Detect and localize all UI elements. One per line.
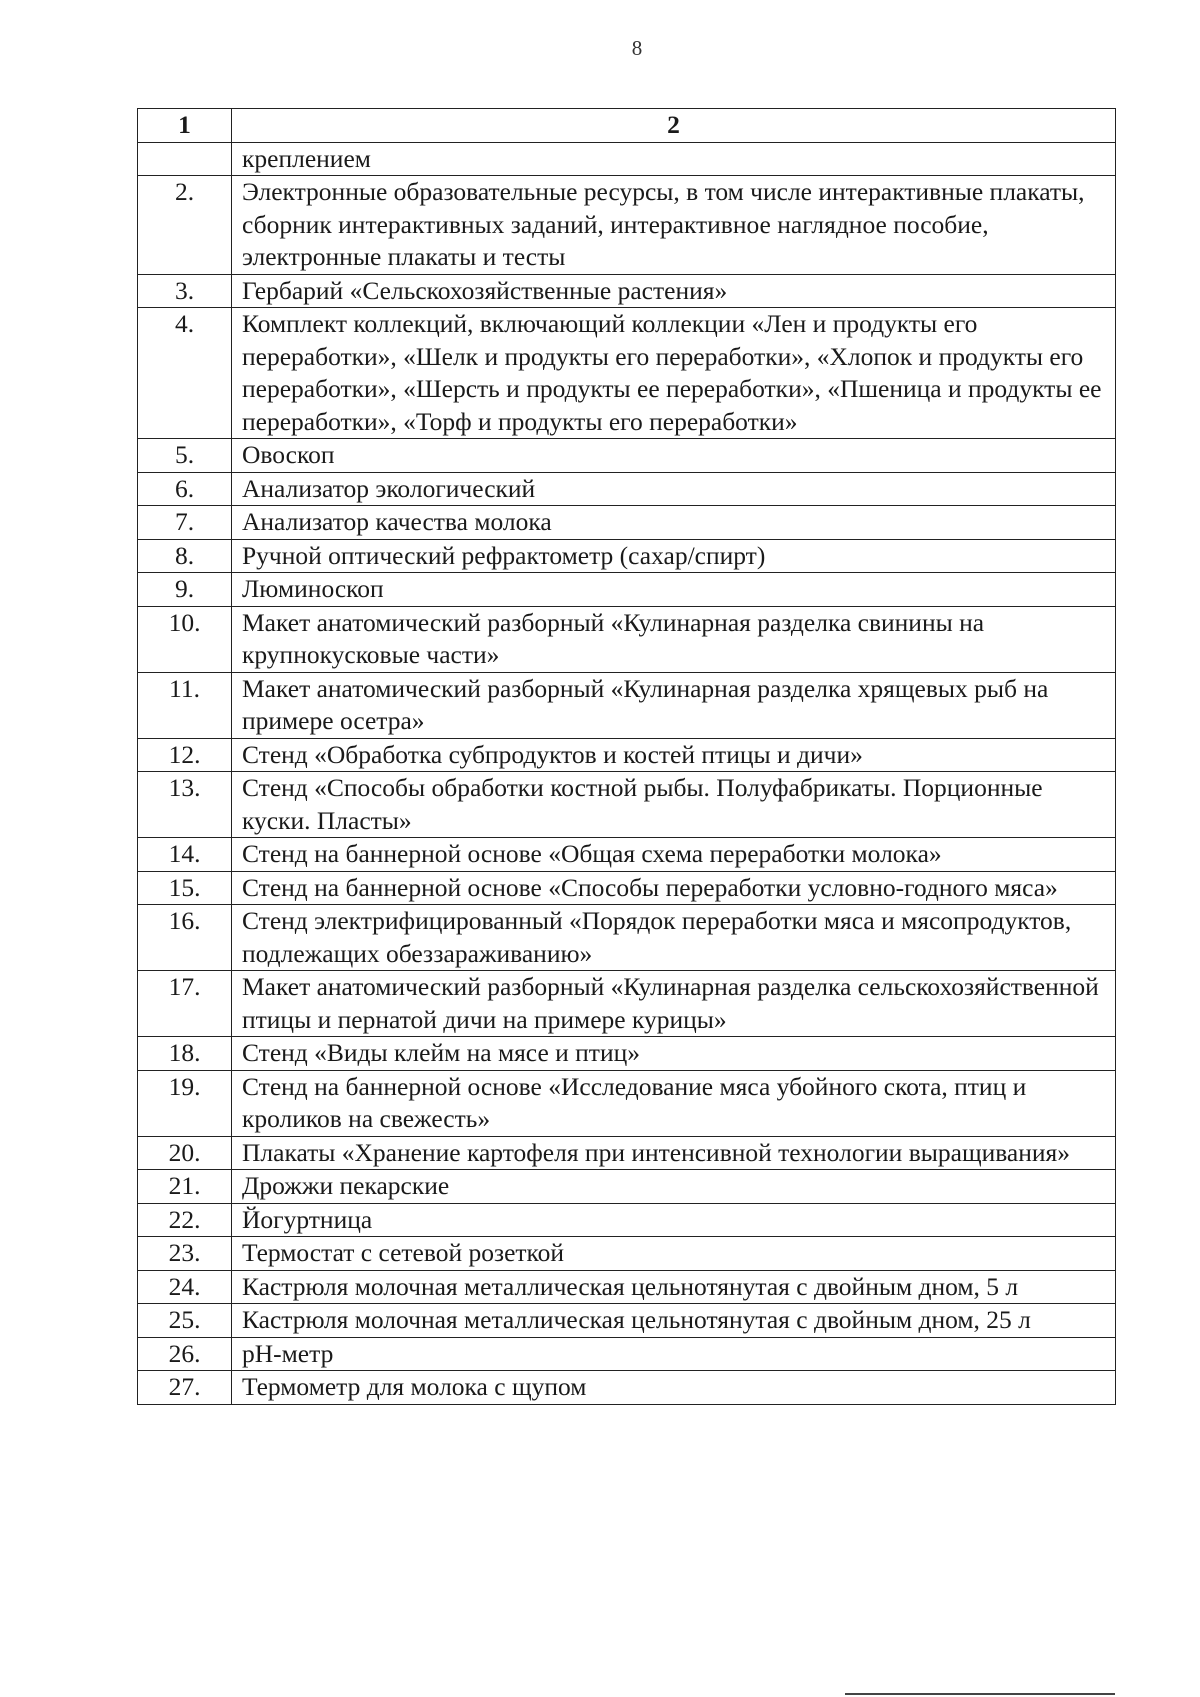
row-number: 9. xyxy=(138,573,232,607)
row-number: 15. xyxy=(138,871,232,905)
table-row xyxy=(138,838,1116,872)
row-number: 6. xyxy=(138,472,232,506)
table-row xyxy=(138,308,1116,439)
page-number: 8 xyxy=(631,36,643,60)
header-row xyxy=(138,109,1116,143)
row-number: 25. xyxy=(138,1304,232,1338)
table-row xyxy=(138,439,1116,473)
table-row xyxy=(138,672,1116,738)
row-item-name: Люминоскоп xyxy=(232,573,1116,607)
table-row xyxy=(138,1203,1116,1237)
row-item-name: Дрожжи пекарские xyxy=(232,1170,1116,1204)
table-row xyxy=(138,772,1116,838)
row-item-name: Макет анатомический разборный «Кулинарная разделка хрящевых рыб на примере осетра» xyxy=(232,672,1116,738)
table-row xyxy=(138,1337,1116,1371)
row-item-name: Анализатор качества молока xyxy=(232,506,1116,540)
table-row xyxy=(138,274,1116,308)
row-item-name: Стенд на баннерной основе «Общая схема переработки молока» xyxy=(232,838,1116,872)
row-item-name: Кастрюля молочная металлическая цельнотянутая с двойным дном, 25 л xyxy=(232,1304,1116,1338)
row-item-name: Термометр для молока с щупом xyxy=(232,1371,1116,1405)
row-item-name: Макет анатомический разборный «Кулинарная разделка свинины на крупнокусковые части» xyxy=(232,606,1116,672)
table-row xyxy=(138,1270,1116,1304)
table-row xyxy=(138,1237,1116,1271)
row-item-name: Стенд «Обработка субпродуктов и костей птицы и дичи» xyxy=(232,738,1116,772)
row-item-name: Стенд «Виды клейм на мясе и птиц» xyxy=(232,1037,1116,1071)
row-number: 11. xyxy=(138,672,232,738)
row-item-name: Стенд на баннерной основе «Способы переработки условно-годного мяса» xyxy=(232,871,1116,905)
row-number: 21. xyxy=(138,1170,232,1204)
row-item-name: креплением xyxy=(232,142,1116,176)
column-header-number: 1 xyxy=(138,109,232,143)
row-number: 2. xyxy=(138,176,232,275)
table-header xyxy=(138,109,1116,143)
table-row xyxy=(138,573,1116,607)
row-item-name: Стенд на баннерной основе «Исследование мяса убойного скота, птиц и кроликов на свежесть» xyxy=(232,1070,1116,1136)
row-item-name: Кастрюля молочная металлическая цельнотянутая с двойным дном, 5 л xyxy=(232,1270,1116,1304)
table-row xyxy=(138,1170,1116,1204)
row-number: 23. xyxy=(138,1237,232,1271)
table-row xyxy=(138,1037,1116,1071)
row-number: 26. xyxy=(138,1337,232,1371)
table-row xyxy=(138,142,1116,176)
row-number: 12. xyxy=(138,738,232,772)
row-number: 16. xyxy=(138,905,232,971)
row-item-name: pH-метр xyxy=(232,1337,1116,1371)
table-body xyxy=(138,142,1116,1404)
equipment-table xyxy=(137,108,1116,1405)
table-row xyxy=(138,1371,1116,1405)
row-item-name: Стенд «Способы обработки костной рыбы. Полуфабрикаты. Порционные куски. Пласты» xyxy=(232,772,1116,838)
table-row xyxy=(138,738,1116,772)
row-item-name: Электронные образовательные ресурсы, в том числе интерактивные плакаты, сборник интерактивных заданий, интерактивное наглядное пособие, электронные плакаты и тесты xyxy=(232,176,1116,275)
table-row xyxy=(138,539,1116,573)
row-number: 17. xyxy=(138,971,232,1037)
row-number: 14. xyxy=(138,838,232,872)
row-item-name: Ручной оптический рефрактометр (сахар/спирт) xyxy=(232,539,1116,573)
row-number: 19. xyxy=(138,1070,232,1136)
row-number: 7. xyxy=(138,506,232,540)
table-row xyxy=(138,606,1116,672)
row-number xyxy=(138,142,232,176)
table-row xyxy=(138,971,1116,1037)
table-row xyxy=(138,871,1116,905)
table-row xyxy=(138,472,1116,506)
row-number: 3. xyxy=(138,274,232,308)
row-number: 20. xyxy=(138,1136,232,1170)
row-number: 5. xyxy=(138,439,232,473)
row-number: 4. xyxy=(138,308,232,439)
table-row xyxy=(138,1304,1116,1338)
table-row xyxy=(138,1136,1116,1170)
row-item-name: Гербарий «Сельскохозяйственные растения» xyxy=(232,274,1116,308)
row-number: 8. xyxy=(138,539,232,573)
row-item-name: Стенд электрифицированный «Порядок переработки мяса и мясопродуктов, подлежащих обеззараживанию» xyxy=(232,905,1116,971)
table-row xyxy=(138,506,1116,540)
row-item-name: Анализатор экологический xyxy=(232,472,1116,506)
row-number: 10. xyxy=(138,606,232,672)
row-number: 13. xyxy=(138,772,232,838)
table-row xyxy=(138,1070,1116,1136)
row-item-name: Плакаты «Хранение картофеля при интенсивной технологии выращивания» xyxy=(232,1136,1116,1170)
row-item-name: Йогуртница xyxy=(232,1203,1116,1237)
table-row xyxy=(138,176,1116,275)
table-row xyxy=(138,905,1116,971)
column-header-name: 2 xyxy=(232,109,1116,143)
row-item-name: Термостат с сетевой розеткой xyxy=(232,1237,1116,1271)
row-item-name: Овоскоп xyxy=(232,439,1116,473)
row-number: 18. xyxy=(138,1037,232,1071)
bottom-rule xyxy=(845,1693,1115,1695)
row-item-name: Макет анатомический разборный «Кулинарная разделка сельскохозяйственной птицы и пернатой дичи на примере курицы» xyxy=(232,971,1116,1037)
row-number: 24. xyxy=(138,1270,232,1304)
row-item-name: Комплект коллекций, включающий коллекции «Лен и продукты его переработки», «Шелк и продукты его переработки», «Хлопок и продукты его переработки», «Шерсть и продукты ее переработки», «Пшеница и продукты ее переработки», «Торф и продукты его переработки» xyxy=(232,308,1116,439)
row-number: 27. xyxy=(138,1371,232,1405)
row-number: 22. xyxy=(138,1203,232,1237)
